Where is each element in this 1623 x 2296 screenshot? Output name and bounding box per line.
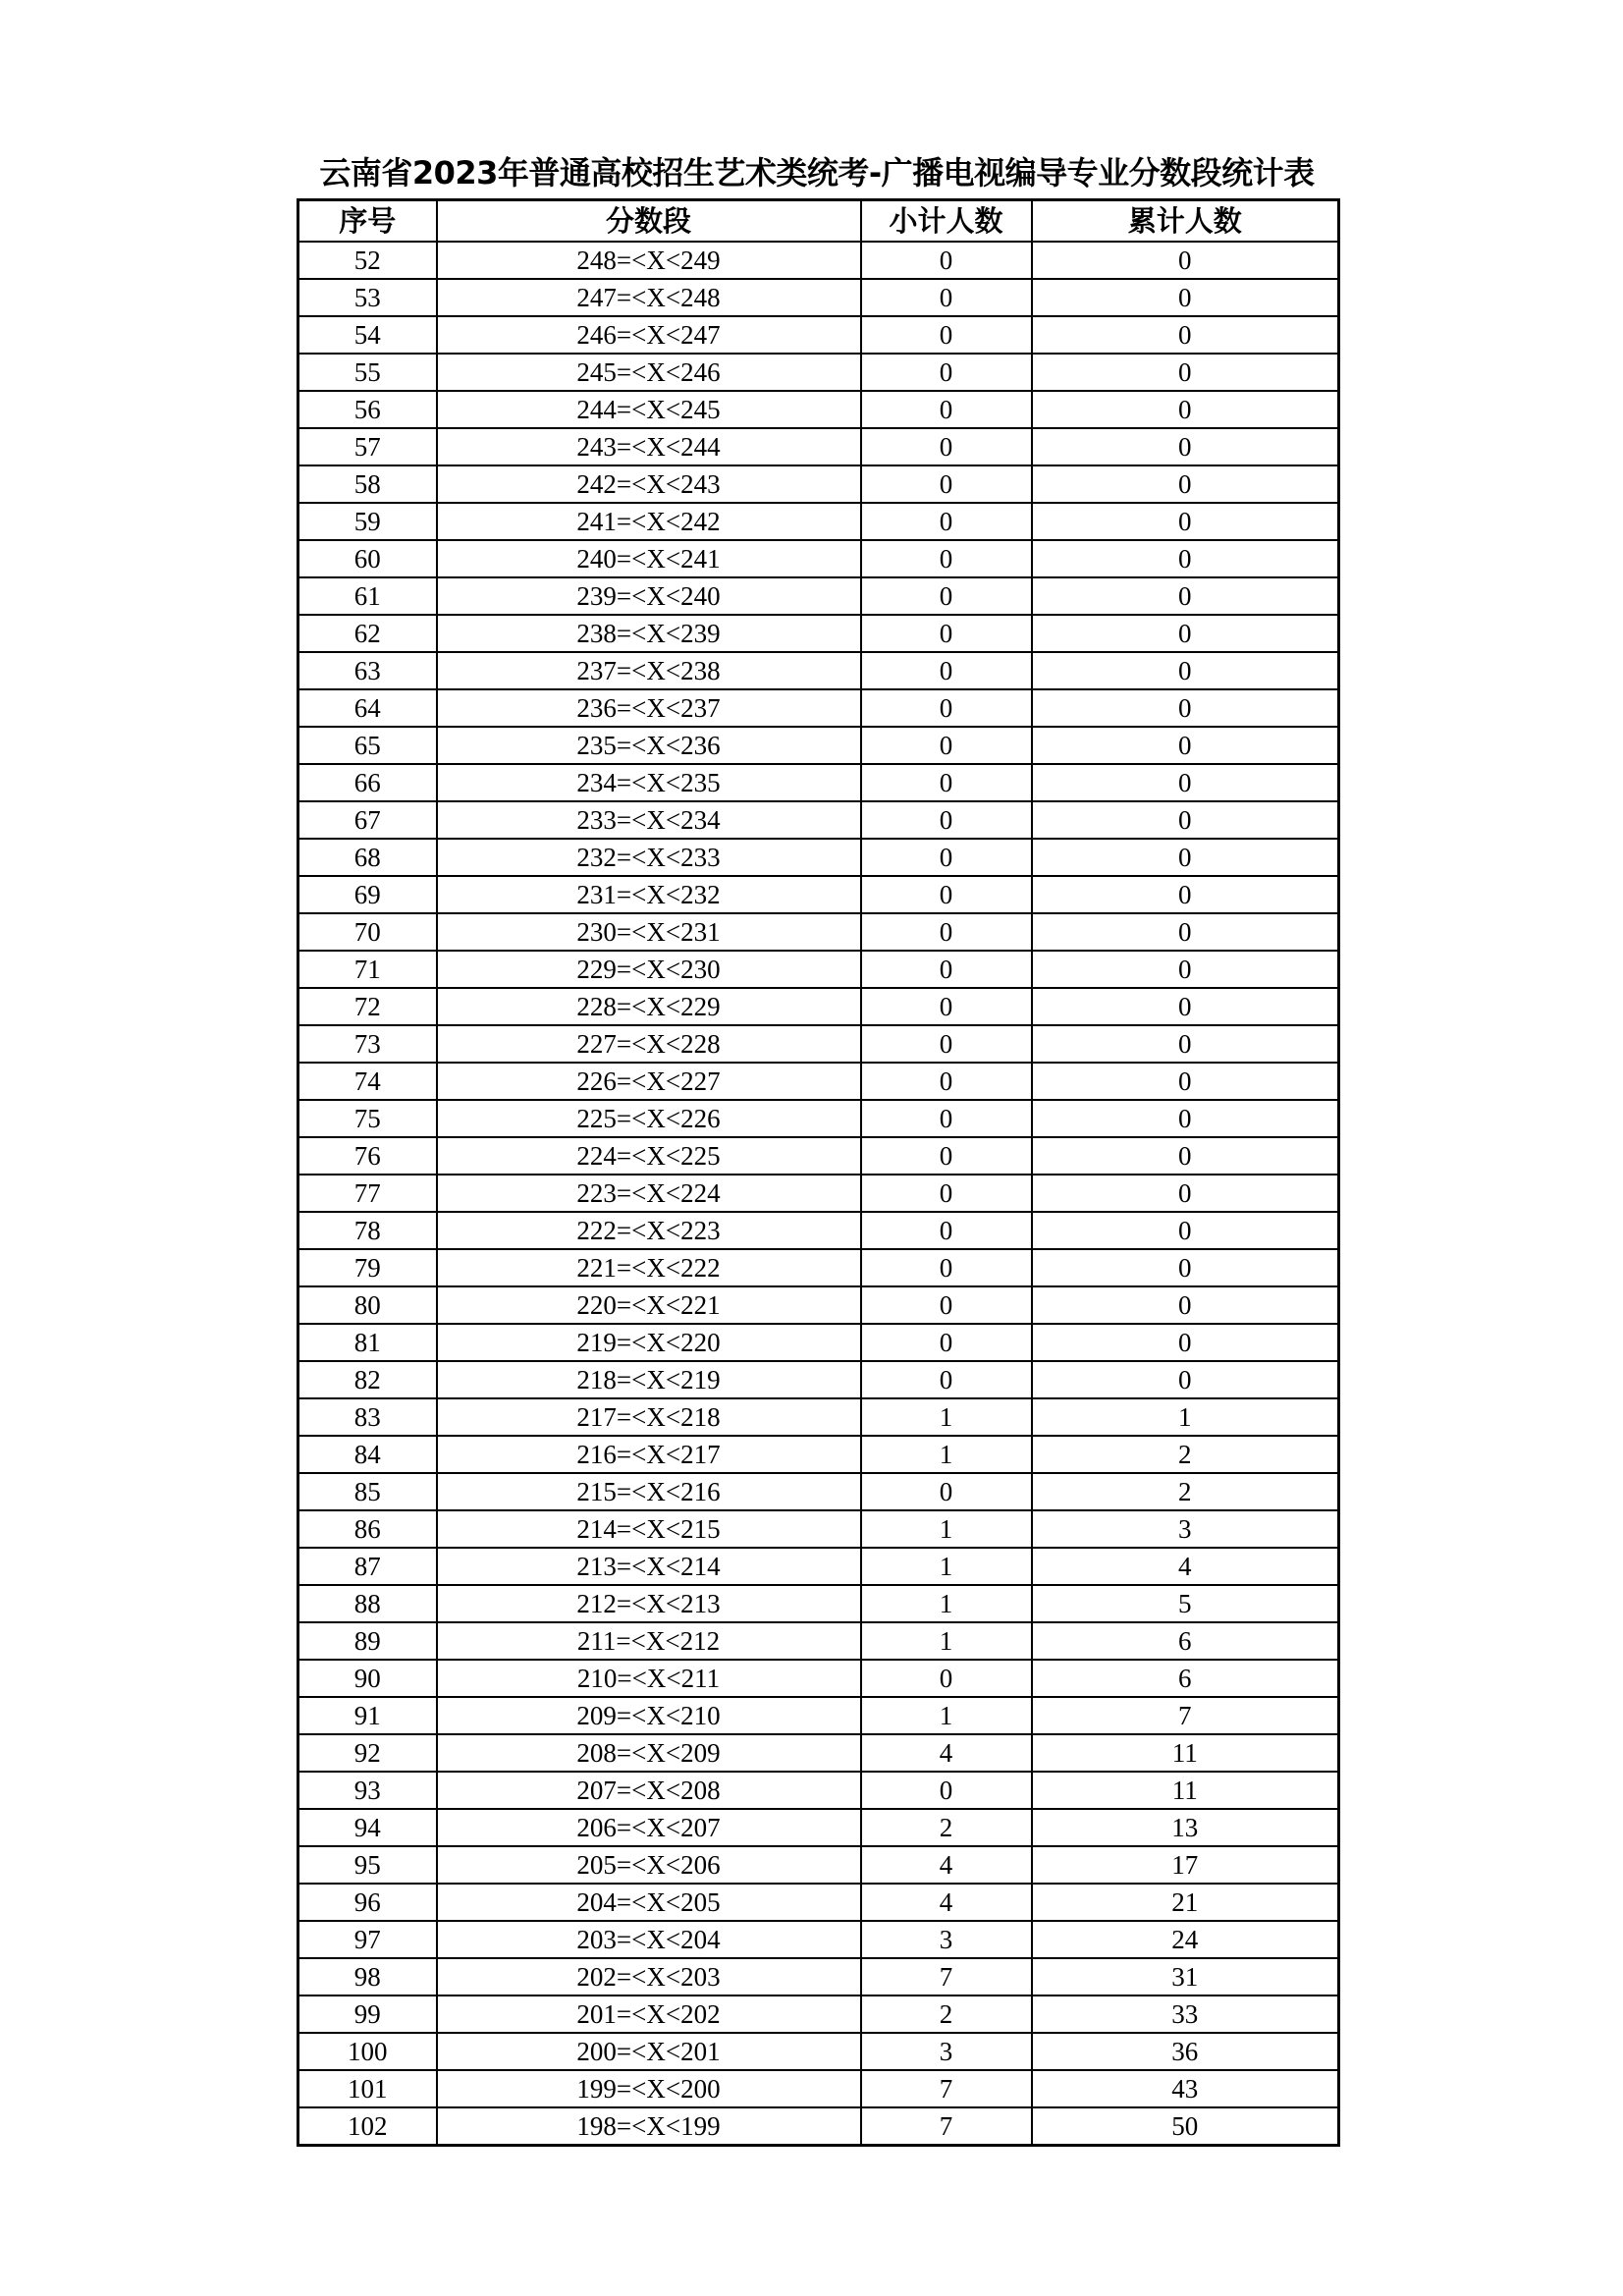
cell-index: 56 [298,391,437,428]
cell-score-range: 240=<X<241 [437,540,861,577]
cell-score-range: 204=<X<205 [437,1884,861,1921]
table-row [298,1660,1339,1697]
table-row [298,540,1339,577]
cell-index: 67 [298,801,437,839]
cell-index: 64 [298,689,437,727]
cell-index: 95 [298,1846,437,1884]
cell-subtotal: 0 [861,1249,1032,1286]
cell-cumulative: 0 [1032,1249,1339,1286]
cell-score-range: 214=<X<215 [437,1510,861,1548]
cell-score-range: 205=<X<206 [437,1846,861,1884]
table-row [298,1772,1339,1809]
cell-subtotal: 0 [861,727,1032,764]
cell-cumulative: 0 [1032,876,1339,913]
cell-index: 88 [298,1585,437,1622]
table-row [298,1884,1339,1921]
cell-index: 53 [298,279,437,316]
cell-score-range: 200=<X<201 [437,2033,861,2070]
table-row [298,428,1339,465]
cell-score-range: 211=<X<212 [437,1622,861,1660]
cell-cumulative: 0 [1032,316,1339,354]
cell-score-range: 213=<X<214 [437,1548,861,1585]
cell-subtotal: 0 [861,839,1032,876]
cell-score-range: 216=<X<217 [437,1436,861,1473]
table-row [298,1025,1339,1063]
cell-cumulative: 24 [1032,1921,1339,1958]
table-row [298,577,1339,615]
cell-subtotal: 0 [861,1137,1032,1175]
cell-score-range: 235=<X<236 [437,727,861,764]
cell-cumulative: 0 [1032,1063,1339,1100]
cell-score-range: 236=<X<237 [437,689,861,727]
table-row [298,951,1339,988]
cell-score-range: 232=<X<233 [437,839,861,876]
cell-subtotal: 7 [861,2107,1032,2146]
cell-score-range: 207=<X<208 [437,1772,861,1809]
cell-subtotal: 1 [861,1585,1032,1622]
cell-index: 66 [298,764,437,801]
cell-cumulative: 0 [1032,279,1339,316]
cell-subtotal: 0 [861,689,1032,727]
cell-index: 87 [298,1548,437,1585]
table-row [298,1137,1339,1175]
cell-score-range: 239=<X<240 [437,577,861,615]
cell-cumulative: 0 [1032,727,1339,764]
cell-score-range: 234=<X<235 [437,764,861,801]
cell-score-range: 224=<X<225 [437,1137,861,1175]
cell-index: 73 [298,1025,437,1063]
cell-index: 54 [298,316,437,354]
table-row [298,2107,1339,2146]
table-row [298,2033,1339,2070]
cell-score-range: 230=<X<231 [437,913,861,951]
cell-index: 98 [298,1958,437,1995]
cell-subtotal: 2 [861,1809,1032,1846]
cell-index: 58 [298,465,437,503]
cell-cumulative: 13 [1032,1809,1339,1846]
cell-index: 68 [298,839,437,876]
cell-subtotal: 0 [861,1286,1032,1324]
cell-index: 69 [298,876,437,913]
cell-cumulative: 7 [1032,1697,1339,1734]
table-row [298,1846,1339,1884]
cell-index: 62 [298,615,437,652]
table-row [298,1548,1339,1585]
cell-index: 75 [298,1100,437,1137]
cell-cumulative: 0 [1032,428,1339,465]
cell-score-range: 202=<X<203 [437,1958,861,1995]
cell-cumulative: 0 [1032,465,1339,503]
cell-score-range: 208=<X<209 [437,1734,861,1772]
table-row [298,316,1339,354]
cell-subtotal: 1 [861,1622,1032,1660]
header-score-range: 分数段 [437,200,861,243]
cell-index: 90 [298,1660,437,1697]
table-row [298,1622,1339,1660]
cell-index: 79 [298,1249,437,1286]
table-row [298,1286,1339,1324]
cell-subtotal: 1 [861,1697,1032,1734]
cell-score-range: 221=<X<222 [437,1249,861,1286]
cell-cumulative: 21 [1032,1884,1339,1921]
table-row [298,1958,1339,1995]
cell-cumulative: 0 [1032,839,1339,876]
cell-subtotal: 0 [861,1175,1032,1212]
cell-cumulative: 0 [1032,913,1339,951]
cell-cumulative: 0 [1032,242,1339,279]
cell-cumulative: 3 [1032,1510,1339,1548]
cell-cumulative: 0 [1032,1212,1339,1249]
cell-subtotal: 7 [861,2070,1032,2107]
table-row [298,801,1339,839]
cell-subtotal: 0 [861,1212,1032,1249]
cell-score-range: 238=<X<239 [437,615,861,652]
cell-cumulative: 0 [1032,391,1339,428]
cell-subtotal: 0 [861,764,1032,801]
table-row [298,839,1339,876]
cell-index: 96 [298,1884,437,1921]
cell-index: 59 [298,503,437,540]
cell-index: 60 [298,540,437,577]
cell-score-range: 201=<X<202 [437,1995,861,2033]
cell-cumulative: 0 [1032,1175,1339,1212]
cell-subtotal: 7 [861,1958,1032,1995]
cell-index: 81 [298,1324,437,1361]
cell-index: 78 [298,1212,437,1249]
table-row [298,1175,1339,1212]
cell-subtotal: 0 [861,279,1032,316]
cell-subtotal: 0 [861,428,1032,465]
cell-cumulative: 0 [1032,540,1339,577]
cell-cumulative: 31 [1032,1958,1339,1995]
table-row [298,465,1339,503]
cell-score-range: 199=<X<200 [437,2070,861,2107]
cell-cumulative: 0 [1032,577,1339,615]
cell-cumulative: 33 [1032,1995,1339,2033]
table-row [298,1398,1339,1436]
cell-subtotal: 0 [861,1063,1032,1100]
cell-subtotal: 0 [861,242,1032,279]
cell-score-range: 209=<X<210 [437,1697,861,1734]
cell-score-range: 220=<X<221 [437,1286,861,1324]
cell-index: 57 [298,428,437,465]
cell-subtotal: 0 [861,1473,1032,1510]
cell-subtotal: 0 [861,1025,1032,1063]
cell-subtotal: 0 [861,951,1032,988]
cell-cumulative: 6 [1032,1660,1339,1697]
table-row [298,1510,1339,1548]
cell-subtotal: 0 [861,652,1032,689]
cell-score-range: 206=<X<207 [437,1809,861,1846]
cell-cumulative: 0 [1032,1100,1339,1137]
cell-score-range: 226=<X<227 [437,1063,861,1100]
cell-subtotal: 0 [861,988,1032,1025]
header-subtotal: 小计人数 [861,200,1032,243]
cell-score-range: 219=<X<220 [437,1324,861,1361]
cell-subtotal: 0 [861,540,1032,577]
cell-subtotal: 1 [861,1398,1032,1436]
table-row [298,876,1339,913]
cell-index: 84 [298,1436,437,1473]
cell-score-range: 229=<X<230 [437,951,861,988]
cell-index: 101 [298,2070,437,2107]
cell-subtotal: 0 [861,465,1032,503]
cell-score-range: 215=<X<216 [437,1473,861,1510]
cell-index: 86 [298,1510,437,1548]
cell-subtotal: 4 [861,1734,1032,1772]
cell-cumulative: 0 [1032,1286,1339,1324]
cell-index: 65 [298,727,437,764]
cell-index: 72 [298,988,437,1025]
table-row [298,1585,1339,1622]
cell-index: 52 [298,242,437,279]
cell-cumulative: 5 [1032,1585,1339,1622]
table-row [298,727,1339,764]
table-row [298,1697,1339,1734]
table-header-row [298,200,1339,243]
cell-cumulative: 0 [1032,951,1339,988]
cell-subtotal: 4 [861,1846,1032,1884]
cell-index: 99 [298,1995,437,2033]
cell-cumulative: 0 [1032,503,1339,540]
table-body [298,242,1339,2146]
table-row [298,2070,1339,2107]
cell-cumulative: 43 [1032,2070,1339,2107]
cell-cumulative: 0 [1032,1025,1339,1063]
cell-score-range: 212=<X<213 [437,1585,861,1622]
cell-index: 102 [298,2107,437,2146]
cell-cumulative: 0 [1032,1324,1339,1361]
table-row [298,1809,1339,1846]
cell-score-range: 243=<X<244 [437,428,861,465]
cell-score-range: 210=<X<211 [437,1660,861,1697]
header-cumulative: 累计人数 [1032,200,1339,243]
cell-cumulative: 1 [1032,1398,1339,1436]
score-distribution-table [297,198,1340,2147]
cell-index: 100 [298,2033,437,2070]
cell-subtotal: 0 [861,316,1032,354]
cell-subtotal: 0 [861,1361,1032,1398]
cell-index: 77 [298,1175,437,1212]
cell-index: 91 [298,1697,437,1734]
cell-index: 71 [298,951,437,988]
table-row [298,1436,1339,1473]
cell-subtotal: 3 [861,2033,1032,2070]
cell-score-range: 203=<X<204 [437,1921,861,1958]
table-row [298,1100,1339,1137]
table-row [298,615,1339,652]
cell-subtotal: 1 [861,1548,1032,1585]
cell-index: 97 [298,1921,437,1958]
table-row [298,689,1339,727]
cell-index: 74 [298,1063,437,1100]
table-row [298,1249,1339,1286]
cell-score-range: 242=<X<243 [437,465,861,503]
cell-index: 82 [298,1361,437,1398]
cell-cumulative: 0 [1032,988,1339,1025]
cell-subtotal: 0 [861,354,1032,391]
cell-cumulative: 17 [1032,1846,1339,1884]
cell-index: 92 [298,1734,437,1772]
cell-subtotal: 0 [861,577,1032,615]
cell-score-range: 233=<X<234 [437,801,861,839]
cell-subtotal: 1 [861,1436,1032,1473]
table-row [298,1324,1339,1361]
cell-score-range: 218=<X<219 [437,1361,861,1398]
cell-subtotal: 0 [861,913,1032,951]
cell-cumulative: 0 [1032,764,1339,801]
cell-cumulative: 0 [1032,689,1339,727]
table-row [298,354,1339,391]
cell-subtotal: 0 [861,1324,1032,1361]
cell-score-range: 246=<X<247 [437,316,861,354]
table-row [298,1473,1339,1510]
cell-cumulative: 0 [1032,801,1339,839]
table-row [298,652,1339,689]
table-row [298,1921,1339,1958]
table-row [298,1995,1339,2033]
table-row [298,1063,1339,1100]
cell-cumulative: 0 [1032,652,1339,689]
cell-subtotal: 4 [861,1884,1032,1921]
cell-index: 83 [298,1398,437,1436]
cell-index: 76 [298,1137,437,1175]
cell-score-range: 231=<X<232 [437,876,861,913]
table-row [298,242,1339,279]
cell-cumulative: 11 [1032,1772,1339,1809]
cell-subtotal: 0 [861,503,1032,540]
table-row [298,764,1339,801]
cell-cumulative: 36 [1032,2033,1339,2070]
cell-index: 93 [298,1772,437,1809]
table-row [298,1212,1339,1249]
cell-score-range: 245=<X<246 [437,354,861,391]
cell-subtotal: 0 [861,801,1032,839]
cell-cumulative: 50 [1032,2107,1339,2146]
cell-subtotal: 0 [861,1660,1032,1697]
cell-subtotal: 3 [861,1921,1032,1958]
cell-score-range: 244=<X<245 [437,391,861,428]
cell-score-range: 248=<X<249 [437,242,861,279]
cell-cumulative: 2 [1032,1436,1339,1473]
cell-index: 85 [298,1473,437,1510]
cell-subtotal: 0 [861,876,1032,913]
document-title: 云南省2023年普通高校招生艺术类统考-广播电视编导专业分数段统计表 [319,154,1315,191]
table-row [298,279,1339,316]
table-row [298,1734,1339,1772]
table-row [298,988,1339,1025]
cell-score-range: 228=<X<229 [437,988,861,1025]
table-row [298,1361,1339,1398]
cell-subtotal: 0 [861,391,1032,428]
cell-subtotal: 0 [861,615,1032,652]
header-index: 序号 [298,200,437,243]
cell-score-range: 222=<X<223 [437,1212,861,1249]
cell-cumulative: 0 [1032,1361,1339,1398]
cell-index: 63 [298,652,437,689]
cell-cumulative: 11 [1032,1734,1339,1772]
cell-score-range: 198=<X<199 [437,2107,861,2146]
cell-score-range: 247=<X<248 [437,279,861,316]
cell-cumulative: 0 [1032,354,1339,391]
cell-index: 94 [298,1809,437,1846]
cell-score-range: 237=<X<238 [437,652,861,689]
table-row [298,391,1339,428]
cell-score-range: 217=<X<218 [437,1398,861,1436]
table-row [298,913,1339,951]
cell-score-range: 223=<X<224 [437,1175,861,1212]
cell-cumulative: 6 [1032,1622,1339,1660]
cell-score-range: 227=<X<228 [437,1025,861,1063]
cell-cumulative: 0 [1032,615,1339,652]
cell-index: 70 [298,913,437,951]
cell-index: 80 [298,1286,437,1324]
cell-subtotal: 0 [861,1772,1032,1809]
cell-subtotal: 2 [861,1995,1032,2033]
cell-score-range: 241=<X<242 [437,503,861,540]
cell-index: 89 [298,1622,437,1660]
table-row [298,503,1339,540]
cell-subtotal: 0 [861,1100,1032,1137]
cell-score-range: 225=<X<226 [437,1100,861,1137]
cell-cumulative: 0 [1032,1137,1339,1175]
cell-cumulative: 2 [1032,1473,1339,1510]
cell-index: 61 [298,577,437,615]
cell-subtotal: 1 [861,1510,1032,1548]
cell-index: 55 [298,354,437,391]
cell-cumulative: 4 [1032,1548,1339,1585]
